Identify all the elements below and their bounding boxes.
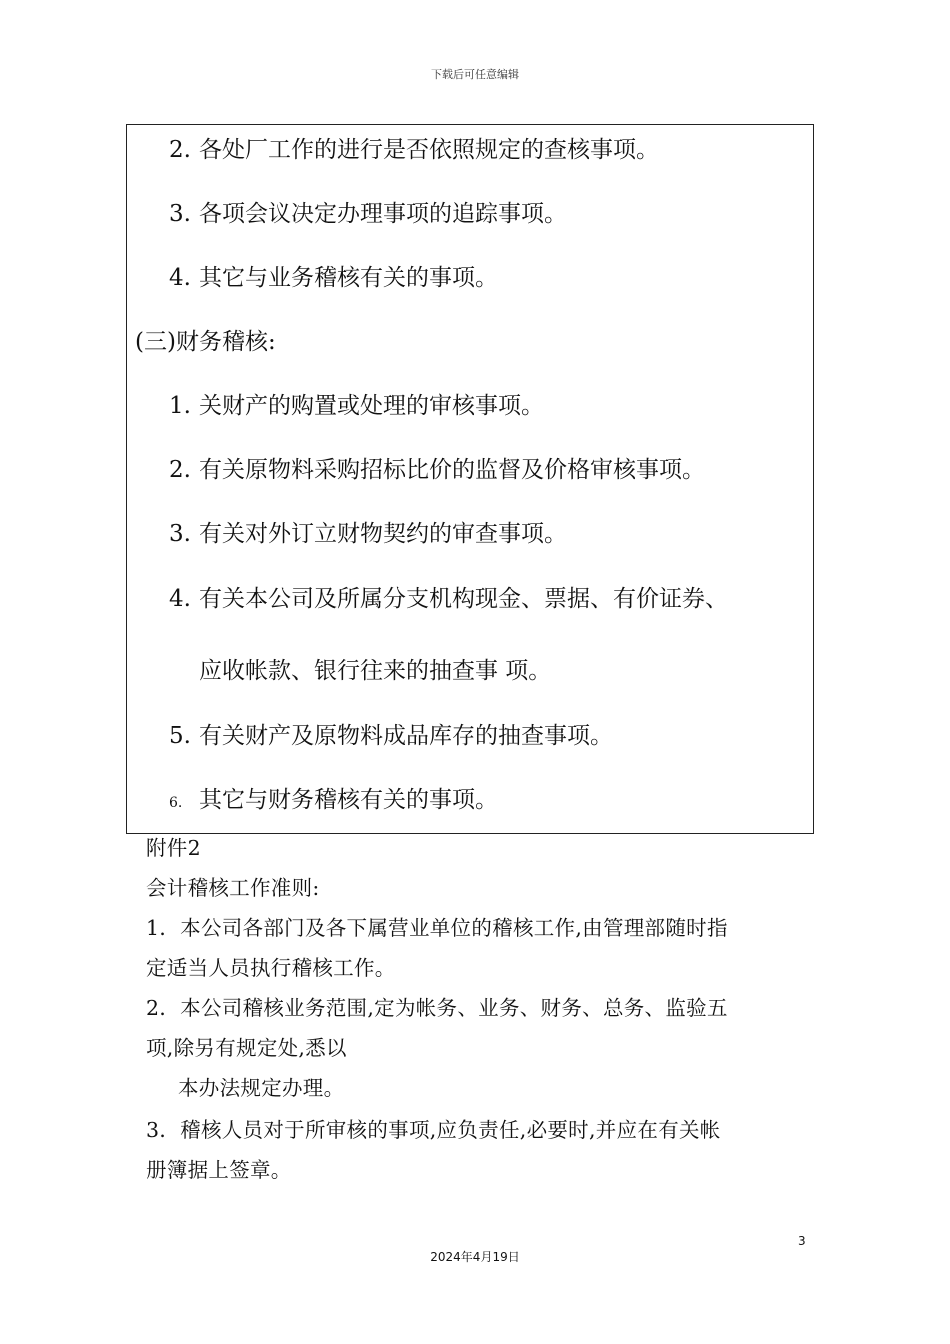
item-text: 各处厂工作的进行是否依照规定的查核事项。	[199, 137, 659, 163]
box-line	[169, 588, 728, 611]
item-text: 关财产的购置或处理的审核事项。	[199, 393, 544, 419]
rules-title: 会计稽核工作准则:	[146, 876, 320, 900]
item-number: 4.	[169, 265, 191, 291]
rule-3-line-2: 册簿据上签章。	[146, 1158, 292, 1182]
item-number: 6.	[169, 795, 183, 811]
box-line	[169, 789, 498, 812]
item-number: 2.	[169, 137, 191, 163]
box-line	[169, 459, 705, 482]
item-text: 其它与业务稽核有关的事项。	[199, 265, 498, 291]
rule-2-line-1: 2．本公司稽核业务范围,定为帐务、业务、财务、总务、监验五	[146, 996, 728, 1020]
item-text: 各项会议决定办理事项的追踪事项。	[199, 201, 567, 227]
item-text: 其它与财务稽核有关的事项。	[199, 787, 498, 813]
box-line	[169, 523, 567, 546]
item-text: 有关本公司及所属分支机构现金、票据、有价证券、	[199, 586, 728, 612]
item-number: 3.	[169, 201, 191, 227]
box-line	[169, 203, 567, 226]
rule-2-line-3: 本办法规定办理。	[178, 1076, 345, 1100]
audit-items-box	[126, 124, 814, 834]
box-line	[169, 139, 659, 162]
rule-1-line-2: 定适当人员执行稽核工作。	[146, 956, 396, 980]
footer-date: 2024年4月19日	[430, 1250, 520, 1264]
rule-3-line-1: 3．稽核人员对于所审核的事项,应负责任,必要时,并应在有关帐	[146, 1118, 721, 1142]
section-heading-finance-audit: (三)财务稽核:	[135, 329, 276, 355]
item-number: 3.	[169, 521, 191, 547]
rule-1-line-1: 1．本公司各部门及各下属营业单位的稽核工作,由管理部随时指	[146, 916, 728, 940]
item-number: 2.	[169, 457, 191, 483]
item-number: 4.	[169, 586, 191, 612]
attachment-label: 附件2	[146, 836, 201, 860]
item-text: 有关财产及原物料成品库存的抽查事项。	[199, 723, 613, 749]
rule-2-line-2: 项,除另有规定处,悉以	[146, 1036, 347, 1060]
page-header: 下载后可任意编辑	[431, 68, 519, 81]
box-line-continuation: 应收帐款、银行往来的抽查事 项。	[199, 658, 552, 684]
item-text: 有关原物料采购招标比价的监督及价格审核事项。	[199, 457, 705, 483]
box-line	[169, 267, 498, 290]
box-line	[169, 395, 544, 418]
box-line	[169, 725, 613, 748]
item-text: 有关对外订立财物契约的审查事项。	[199, 521, 567, 547]
item-number: 1.	[169, 393, 191, 419]
item-number: 5.	[169, 723, 191, 749]
page-number: 3	[798, 1234, 806, 1248]
